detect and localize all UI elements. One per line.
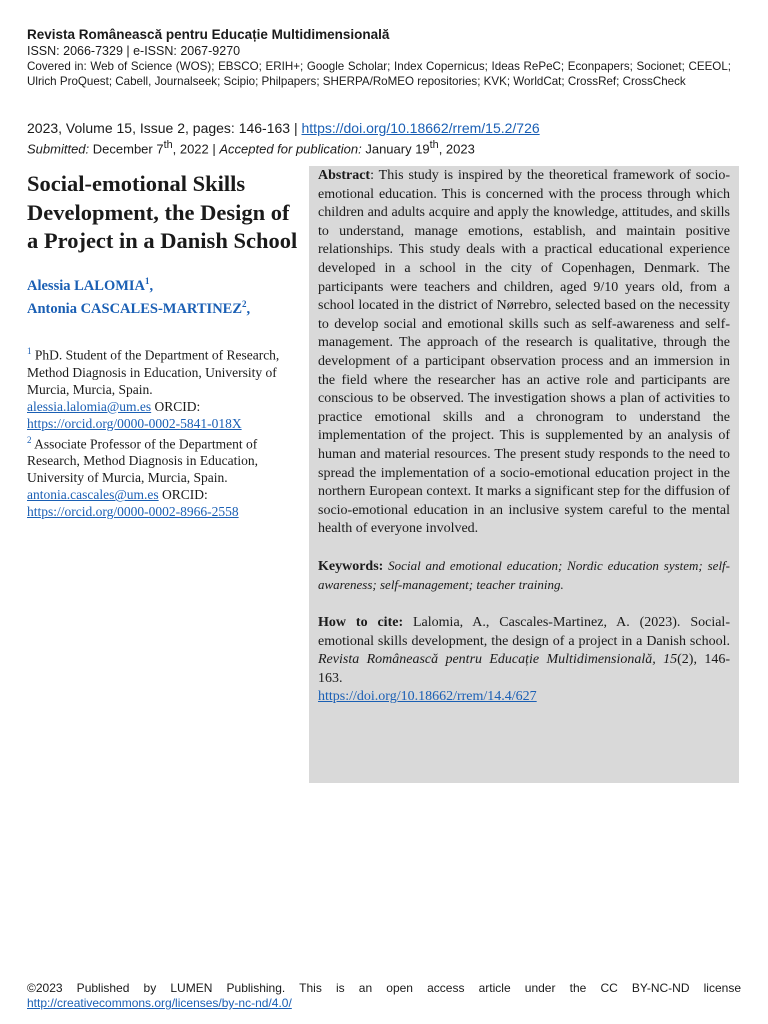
abstract-box [309,166,739,783]
license-text: ©2023 Published by LUMEN Publishing. This is an open access article under the CC BY-NC-ND license [27,981,741,995]
author-2-orcid-link[interactable]: https://orcid.org/0000-0002-8966-2558 [27,504,239,520]
issn-line: ISSN: 2066-7329 | e-ISSN: 2067-9270 [27,44,241,58]
affiliation-1 [27,343,303,432]
submission-dates [27,137,475,157]
keywords-text: Social and emotional education; Nordic education system; self-awareness; self-management; teacher training. [318,557,730,593]
author-1 [27,272,303,296]
cite-label: How to cite: [318,615,404,631]
author-1-orcid-link[interactable]: https://orcid.org/0000-0002-5841-018X [27,415,242,431]
author-2-sup: 2 [242,299,247,310]
volume-line [27,119,747,137]
keywords-label: Keywords: [318,558,384,574]
orcid-2-label: ORCID: [158,487,208,503]
author-1-sup: 1 [145,275,150,286]
affiliation-2-sup: 2 [27,434,32,445]
author-2-sep: , [246,301,251,318]
license-footer [27,981,741,1011]
abstract-content [309,166,739,707]
journal-title: Revista Românească pentru Educație Multidimensională [27,27,390,42]
abstract-text: : This study is inspired by the theoretical framework of socio-emotional education. This is concerned with the process through which children and adults acquire and apply the knowledge, attitudes, and skills to understand, manage emotions, establish, and maintain positive relationships. This study deals with a practical educational experience developed in a school in the city of Copenhagen, Denmark. The participants were teachers and children, aged 9/10 years old, from a school located in the district of Nørrebro, selected based on the necessity to develop social and emotional skills such as self-awareness and self-management. The approach of the research is qualitative, through the development of a participant observation process and an immersion in the field where the researcher has an active role and participants are conscious to be observed. The investigation shows a plan of activities to practice emotional skills and a chronogram to understand the implementation of the project. This is supplemented by an analysis of human and material resources. The present study responds to the need to spread the implementation of a socio-emotional education project in the northern European context. It marks a significant step for the diffusion of socio-emotional education in an inclusive system careful to the mental health of everyone involved. [318,168,730,537]
how-to-cite [318,614,730,707]
license-link[interactable]: http://creativecommons.org/licenses/by-nc-nd/4.0/ [27,996,292,1010]
cite-journal: Revista Românească pentru Educație Multidimensională, 15 [318,652,678,668]
accepted-year: , 2023 [438,141,475,157]
author-1-sep: , [149,277,154,294]
accepted-date: January 19 [361,141,430,157]
cite-doi-link[interactable]: https://doi.org/10.18662/rrem/14.4/627 [318,689,537,705]
affiliation-2 [27,432,303,521]
orcid-1-label: ORCID: [151,398,201,414]
affiliation-2-text: Associate Professor of the Department of Research, Method Diagnosis in Education, University of Murcia, Murcia, Spain. [27,436,258,486]
abstract-paragraph [318,167,730,539]
author-1-email[interactable]: alessia.lalomia@um.es [27,398,152,414]
submitted-year: , 2022 | [172,141,220,157]
submitted-label: Submitted: [27,141,90,157]
author-1-name: Alessia LALOMIA [27,277,146,294]
affiliation-1-text: PhD. Student of the Department of Research, Method Diagnosis in Education, University of Murcia, Murcia, Spain. [27,347,280,397]
paper-title: Social-emotional Skills Development, the Design of a Project in a Danish School [27,171,298,253]
journal-header [27,26,731,89]
doi-link[interactable]: https://doi.org/10.18662/rrem/15.2/726 [301,120,540,136]
indexing-list: Covered in: Web of Science (WOS); EBSCO; ERIH+; Google Scholar; Index Copernicus; Ideas RePeC; Econpapers; Socionet; CEEOL; Ulrich ProQuest; Cabell, Journalseek; Scipio; Philpapers; SHERPA/RoMEO repositories; KVK; WorldCat; CrossRef; CrossCheck [27,60,731,88]
submitted-date: December 7 [89,141,164,157]
keywords [318,557,730,596]
accepted-label: Accepted for publication: [219,141,362,157]
title-column [27,170,303,520]
submitted-sup: th [163,139,173,151]
affiliation-1-sup: 1 [27,346,32,357]
accepted-sup: th [429,139,439,151]
author-2 [27,295,303,319]
volume-text: 2023, Volume 15, Issue 2, pages: 146-163 | [27,120,302,136]
author-2-name: Antonia CASCALES-MARTINEZ [27,301,243,318]
abstract-label: Abstract [318,168,371,183]
authors [27,272,303,320]
cite-text: Lalomia, A., Cascales-Martinez, A. (2023). Social-emotional skills development, the design of a project in a Danish school. [318,615,730,649]
author-2-email[interactable]: antonia.cascales@um.es [27,487,159,503]
affiliations [27,343,303,520]
cite-issue: (2), 146-163. [318,652,730,686]
